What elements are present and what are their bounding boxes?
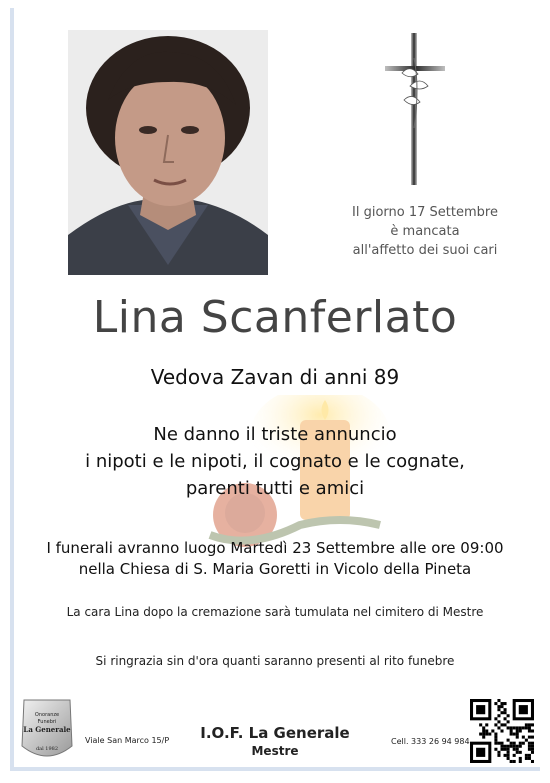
funeral-home-name: I.O.F. La Generale [200,724,350,742]
announcement-text [50,421,500,502]
funeral-home-name-block [185,724,365,760]
death-date-text [330,203,520,260]
funeral-home-address: Viale San Marco 15/P [85,736,170,745]
announce-line-3: parenti tutti e amici [185,478,365,499]
page-border-bottom [10,767,540,771]
announce-line-2: i nipoti e le nipoti, il cognato e le cognate, [85,451,465,472]
funeral-details [40,538,510,580]
badge-line-1: Onoranze [34,712,60,718]
badge-line-2: Funebri [37,719,57,725]
death-line-1: Il giorno 17 Settembre [352,205,498,220]
announce-line-1: Ne danno il triste annuncio [153,424,397,445]
funeral-line-1: I funerali avranno luogo Martedì 23 Settembre alle ore 09:00 [46,539,504,557]
portrait-photo [68,30,268,275]
funeral-line-2: nella Chiesa di S. Maria Goretti in Vicolo della Pineta [78,560,472,578]
cross-icon [380,28,450,188]
thanks-note: Si ringrazia sin d'ora quanti saranno presenti al rito funebre [95,654,455,668]
deceased-name: Lina Scanferlato [92,292,458,343]
funeral-home-logo [18,696,76,764]
badge-since: dal 1982 [35,746,59,752]
funeral-home-city: Mestre [251,744,299,758]
death-line-2: è mancata [390,224,460,239]
death-line-3: all'affetto dei suoi cari [352,243,498,258]
deceased-subtitle: Vedova Zavan di anni 89 [150,365,400,389]
cremation-note: La cara Lina dopo la cremazione sarà tumulata nel cimitero di Mestre [66,605,484,619]
funeral-home-phone: Cell. 333 26 94 984 [391,737,470,746]
badge-line-3: La Generale [23,725,71,734]
qr-code-icon [470,699,534,763]
